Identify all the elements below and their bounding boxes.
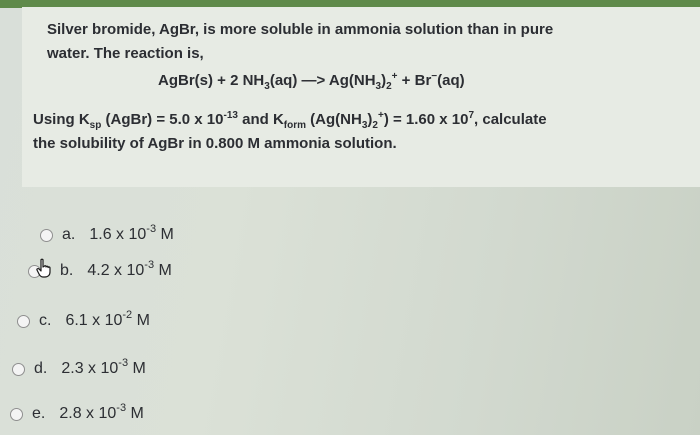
option-value: 4.2 x $10^{-3}$ M — [87, 258, 172, 279]
option-letter: d. — [34, 360, 48, 377]
question-line-1: Silver bromide, AgBr, is more soluble in ammonia solution than in pure — [47, 21, 554, 38]
radio-button[interactable] — [40, 229, 53, 242]
question-line-5: the solubility of AgBr in 0.800 M ammonia solution. — [33, 135, 397, 152]
answer-option-d[interactable] — [12, 356, 146, 378]
answer-option-e[interactable] — [10, 401, 144, 423]
answer-option-c[interactable] — [17, 308, 150, 330]
option-value: 6.1 x $10^{-2}$ M — [65, 308, 150, 329]
answer-option-a[interactable] — [40, 222, 174, 244]
hand-pointer-cursor-icon — [35, 258, 53, 278]
radio-button[interactable] — [10, 408, 23, 421]
option-letter: b. — [60, 262, 74, 279]
question-line-2: water. The reaction is, — [47, 45, 204, 62]
reaction-equation: AgBr(s) + 2 $NH_3(aq)$ —> $Ag(NH_3)_2^+ + Br^-(aq)$ — [158, 71, 465, 92]
option-letter: e. — [32, 405, 46, 422]
option-value: 1.6 x $10^{-3}$ M — [89, 222, 174, 243]
option-letter: a. — [62, 226, 76, 243]
option-value: 2.3 x $10^{-3}$ M — [61, 356, 146, 377]
option-letter: c. — [39, 312, 52, 329]
option-value: 2.8 x $10^{-3}$ M — [59, 401, 144, 422]
radio-button[interactable] — [17, 315, 30, 328]
radio-button[interactable] — [12, 363, 25, 376]
question-line-constants: Using $K_{sp}$ (AgBr) = 5.0 x $10^{-13}$ and $K_{form}$ $(Ag(NH_3)_2^+) = 1.60$ x $10^7$, calculate — [33, 110, 547, 131]
